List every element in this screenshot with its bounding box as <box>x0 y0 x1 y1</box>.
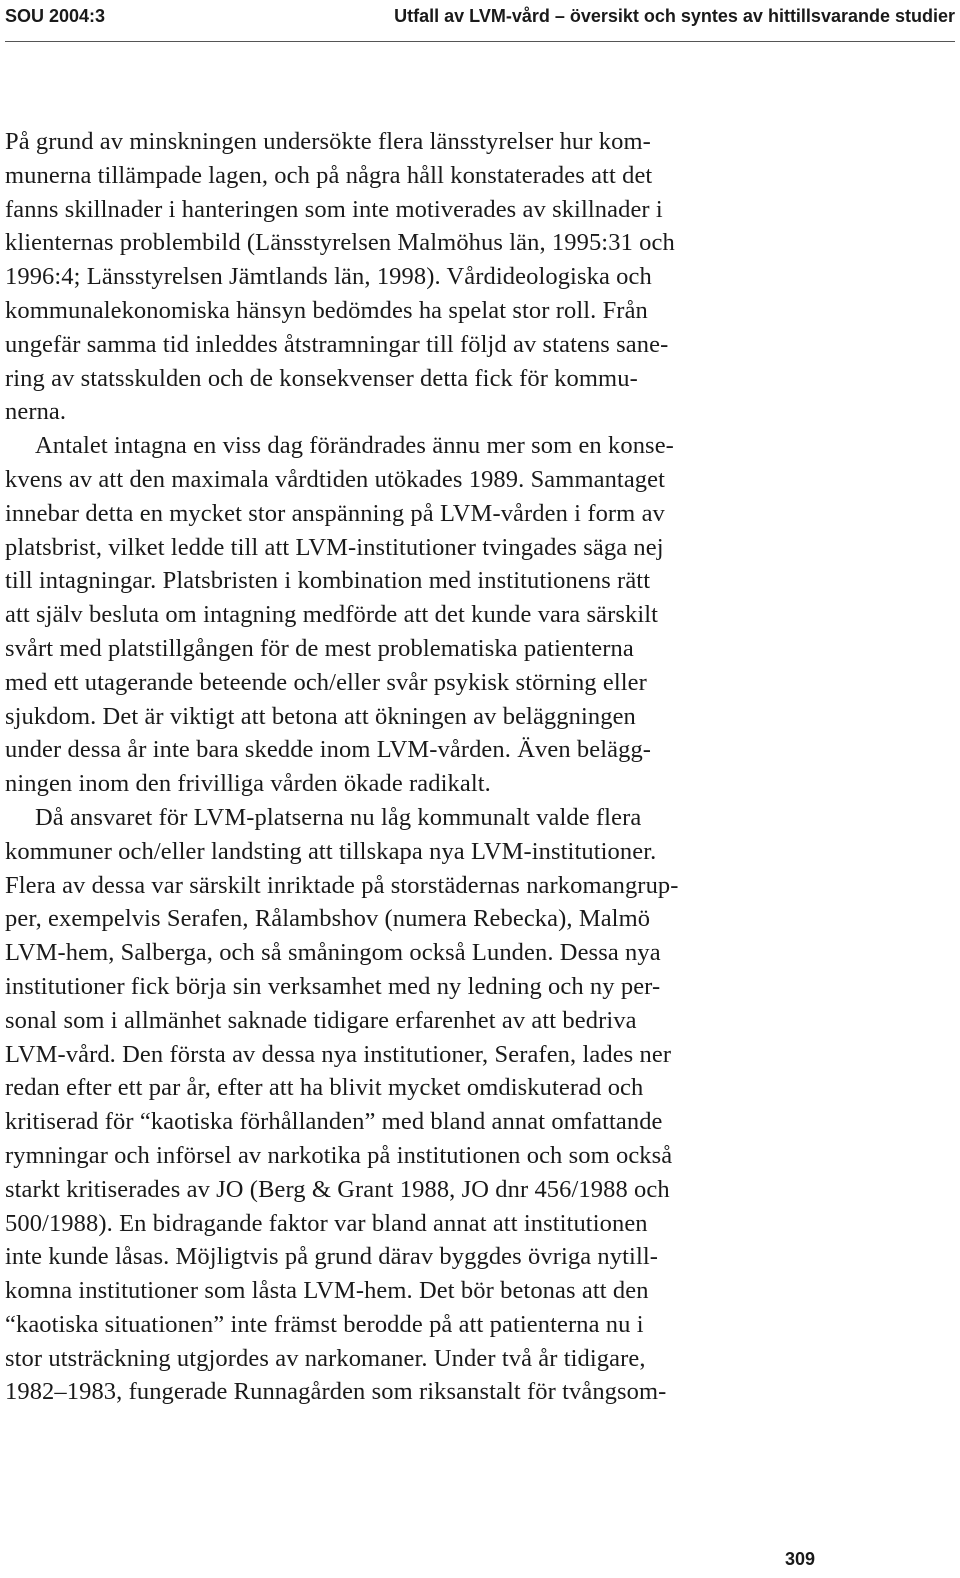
header-rule <box>5 41 955 42</box>
text-line: klienternas problembild (Länsstyrelsen Malmöhus län, 1995:31 och <box>5 229 675 257</box>
text-line: kvens av att den maximala vårdtiden utökades 1989. Sammantaget <box>5 465 666 493</box>
text-line: att själv besluta om intagning medförde att det kunde vara särskilt <box>5 601 659 629</box>
text-line: ungefär samma tid inleddes åtstramningar till följd av statens sane- <box>5 330 669 358</box>
text-line: kommunalekonomiska hänsyn bedömdes ha spelat stor roll. Från <box>5 296 648 324</box>
text-line: Då ansvaret för LVM-platserna nu låg kommunalt valde flera <box>35 803 642 831</box>
text-line: kritiserad för “kaotiska förhållanden” med bland annat omfattande <box>5 1108 663 1136</box>
text-line: nerna. <box>5 398 67 426</box>
text-line: Antalet intagna en viss dag förändrades ännu mer som en konse- <box>35 432 674 460</box>
page-number: 309 <box>784 1549 815 1569</box>
text-line: institutioner fick börja sin verksamhet med ny ledning och ny per- <box>5 972 661 1000</box>
text-line: 500/1988). En bidragande faktor var bland annat att institutionen <box>5 1209 648 1237</box>
text-line: ring av statsskulden och de konsekvenser detta fick för kommu- <box>5 364 638 392</box>
text-line: redan efter ett par år, efter att ha blivit mycket omdiskuterad och <box>5 1074 644 1102</box>
text-line: “kaotiska situationen” inte främst berodde på att patienterna nu i <box>5 1310 644 1338</box>
body-text <box>5 125 815 1409</box>
text-line: Flera av dessa var särskilt inriktade på storstädernas narkomangrup- <box>5 871 679 899</box>
text-line: inte kunde låsas. Möjligtvis på grund därav byggdes övriga nytill- <box>5 1243 659 1271</box>
text-line: till intagningar. Platsbristen i kombination med institutionens rätt <box>5 567 651 595</box>
text-line: med ett utagerande beteende och/eller svår psykisk störning eller <box>5 668 647 696</box>
text-line: per, exempelvis Serafen, Rålambshov (numera Rebecka), Malmö <box>5 905 651 933</box>
report-id: SOU 2004:3 <box>5 6 106 26</box>
text-line: 1996:4; Länsstyrelsen Jämtlands län, 1998). Vårdideologiska och <box>5 263 652 291</box>
text-line: På grund av minskningen undersökte flera länsstyrelser hur kom- <box>5 128 651 155</box>
text-line: komna institutioner som låsta LVM-hem. Det bör betonas att den <box>5 1277 649 1305</box>
text-line: munerna tillämpade lagen, och på några håll konstaterades att det <box>5 161 653 189</box>
text-line: platsbrist, vilket ledde till att LVM-institutioner tvingades säga nej <box>5 533 664 561</box>
running-header <box>5 4 955 28</box>
text-line: 1982–1983, fungerade Runnagården som riksanstalt för tvångsom- <box>5 1378 667 1406</box>
text-line: starkt kritiserades av JO (Berg & Grant 1988, JO dnr 456/1988 och <box>5 1175 670 1203</box>
text-line: rymningar och införsel av narkotika på institutionen och som också <box>5 1141 673 1169</box>
text-line: innebar detta en mycket stor anspänning på LVM-vården i form av <box>5 499 665 527</box>
text-line: svårt med platstillgången för de mest problematiska patienterna <box>5 634 634 662</box>
running-title: Utfall av LVM-vård – översikt och syntes av hittillsvarande studier <box>394 6 955 26</box>
text-line: sjukdom. Det är viktigt att betona att ökningen av beläggningen <box>5 702 636 730</box>
text-line: ningen inom den frivilliga vården ökade radikalt. <box>5 770 491 798</box>
text-line: LVM-hem, Salberga, och så småningom också Lunden. Dessa nya <box>5 939 661 967</box>
text-line: fanns skillnader i hanteringen som inte motiverades av skillnader i <box>5 195 663 223</box>
text-line: kommuner och/eller landsting att tillskapa nya LVM-institutioner. <box>5 837 657 865</box>
text-line: under dessa år inte bara skedde inom LVM-vården. Även belägg- <box>5 736 652 764</box>
text-line: sonal som i allmänhet saknade tidigare erfarenhet av att bedriva <box>5 1006 637 1034</box>
text-line: LVM-vård. Den första av dessa nya institutioner, Serafen, lades ner <box>5 1040 672 1068</box>
text-line: stor utsträckning utgjordes av narkomaner. Under två år tidigare, <box>5 1344 646 1372</box>
